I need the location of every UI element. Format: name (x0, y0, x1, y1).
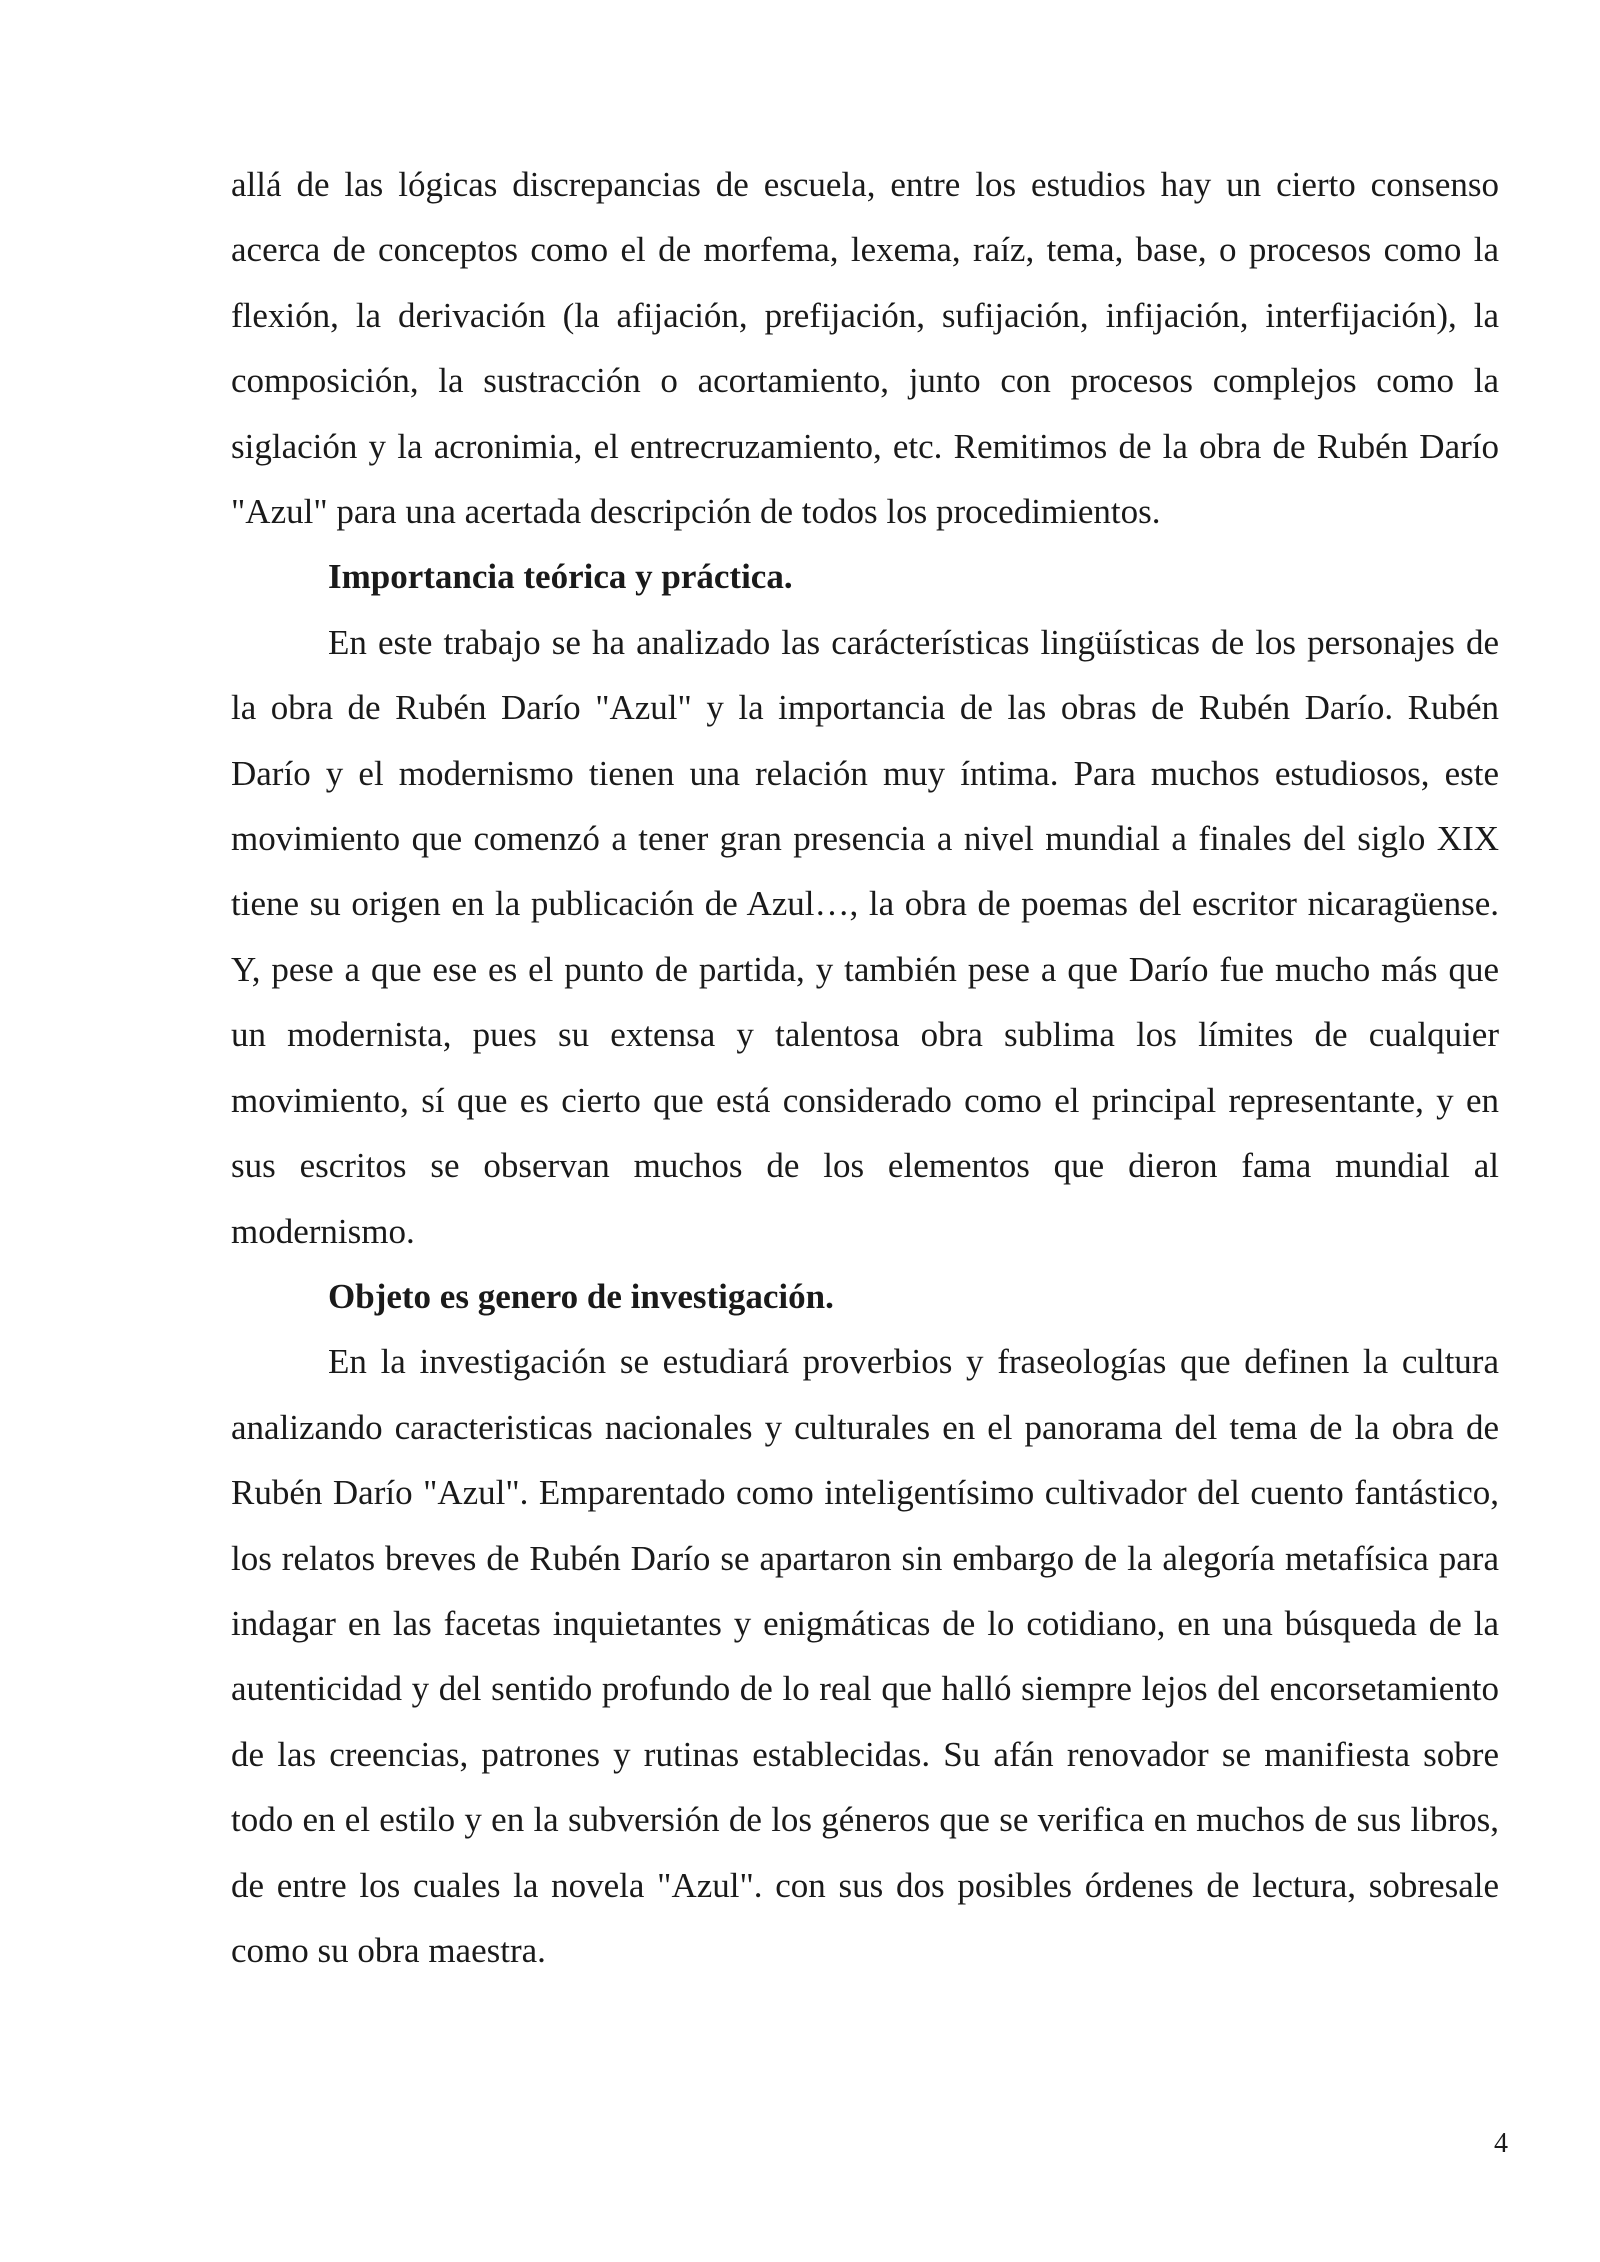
paragraph-object: En la investigación se estudiará proverbios y fraseologías que definen la cultura analizando caracteristicas nacionales y culturales en el panorama del tema de la obra de Rubén Darío "Azul". Emparentado como inteligentísimo cultivador del cuento fantástico, los relatos breves de Rubén Darío se apartaron sin embargo de la alegoría metafísica para indagar en las facetas inquietantes y enigmáticas de lo cotidiano, en una búsqueda de la autenticidad y del sentido profundo de lo real que halló siempre lejos del encorsetamiento de las creencias, patrones y rutinas establecidas. Su afán renovador se manifiesta sobre todo en el estilo y en la subversión de los géneros que se verifica en muchos de sus libros, de entre los cuales la novela "Azul". con sus dos posibles órdenes de lectura, sobresale como su obra maestra. (231, 1342, 1499, 1970)
page-number: 4 (1494, 2128, 1508, 2159)
section-heading-importance: Importancia teórica y práctica. (328, 557, 793, 597)
paragraph-importance: En este trabajo se ha analizado las carácterísticas lingüísticas de los personajes de la obra de Rubén Darío "Azul" y la importancia de las obras de Rubén Darío. Rubén Darío y el modernismo tienen una relación muy íntima. Para muchos estudiosos, este movimiento que comenzó a tener gran presencia a nivel mundial a finales del siglo XIX tiene su origen en la publicación de Azul…, la obra de poemas del escritor nicaragüense. Y, pese a que ese es el punto de partida, y también pese a que Darío fue mucho más que un modernista, pues su extensa y talentosa obra sublima los límites de cualquier movimiento, sí que es cierto que está considerado como el principal representante, y en sus escritos se observan muchos de los elementos que dieron fama mundial al modernismo. (231, 622, 1499, 1251)
paragraph-continuation: allá de las lógicas discrepancias de escuela, entre los estudios hay un cierto consenso acerca de conceptos como el de morfema, lexema, raíz, tema, base, o procesos como la flexión, la derivación (la afijación, prefijación, sufijación, infijación, interfijación), la composición, la sustracción o acortamiento, junto con procesos complejos como la siglación y la acronimia, el entrecruzamiento, etc. Remitimos de la obra de Rubén Darío "Azul" para una acertada descripción de todos los procedimientos. (231, 165, 1499, 532)
section-heading-object: Objeto es genero de investigación. (328, 1276, 834, 1316)
page-body (231, 152, 1499, 1983)
